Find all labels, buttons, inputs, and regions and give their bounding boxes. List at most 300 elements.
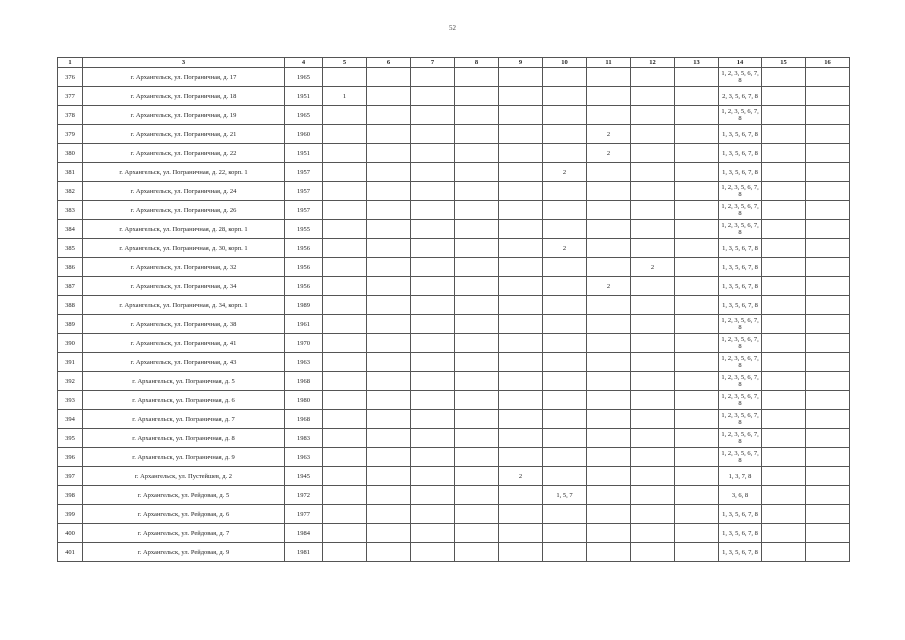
row-number: 400 (58, 524, 83, 543)
row-number: 382 (58, 182, 83, 201)
value-cell (675, 543, 719, 562)
year-cell: 1956 (285, 258, 323, 277)
value-cell (323, 410, 367, 429)
value-cell (543, 182, 587, 201)
year-cell: 1968 (285, 410, 323, 429)
value-cell (455, 486, 499, 505)
year-cell: 1980 (285, 391, 323, 410)
value-cell (631, 391, 675, 410)
address-cell: г. Архангельск, ул. Пограничная, д. 32 (83, 258, 285, 277)
value-cell (543, 220, 587, 239)
value-cell (675, 163, 719, 182)
value-cell (543, 258, 587, 277)
value-cell (455, 125, 499, 144)
value-cell (762, 486, 806, 505)
value-cell (323, 467, 367, 486)
value-cell (631, 372, 675, 391)
value-cell (499, 239, 543, 258)
value-cell: 1, 2, 3, 5, 6, 7, 8 (719, 391, 762, 410)
value-cell (806, 486, 850, 505)
value-cell (367, 448, 411, 467)
value-cell: 1, 3, 5, 6, 7, 8 (719, 144, 762, 163)
value-cell (411, 448, 455, 467)
value-cell (675, 429, 719, 448)
value-cell (455, 163, 499, 182)
value-cell (323, 220, 367, 239)
value-cell (587, 543, 631, 562)
column-header: 14 (719, 58, 762, 68)
value-cell (323, 144, 367, 163)
address-cell: г. Архангельск, ул. Рейдовая, д. 9 (83, 543, 285, 562)
row-number: 378 (58, 106, 83, 125)
table-row (58, 391, 850, 410)
value-cell (323, 486, 367, 505)
value-cell: 2 (543, 239, 587, 258)
value-cell (367, 182, 411, 201)
value-cell (631, 353, 675, 372)
value-cell (675, 125, 719, 144)
row-number: 380 (58, 144, 83, 163)
value-cell (587, 524, 631, 543)
address-cell: г. Архангельск, ул. Пограничная, д. 17 (83, 68, 285, 87)
value-cell (543, 410, 587, 429)
address-cell: г. Архангельск, ул. Пограничная, д. 8 (83, 429, 285, 448)
value-cell (806, 505, 850, 524)
value-cell (455, 258, 499, 277)
value-cell (367, 391, 411, 410)
value-cell (367, 258, 411, 277)
value-cell (323, 277, 367, 296)
value-cell (806, 144, 850, 163)
value-cell (455, 87, 499, 106)
value-cell (499, 372, 543, 391)
value-cell: 1, 2, 3, 5, 6, 7, 8 (719, 182, 762, 201)
value-cell (323, 68, 367, 87)
value-cell (587, 163, 631, 182)
value-cell (543, 201, 587, 220)
table-row (58, 239, 850, 258)
value-cell (323, 106, 367, 125)
value-cell (675, 106, 719, 125)
address-cell: г. Архангельск, ул. Пограничная, д. 30, корп. 1 (83, 239, 285, 258)
value-cell (367, 87, 411, 106)
address-cell: г. Архангельск, ул. Пустейшев, д. 2 (83, 467, 285, 486)
value-cell (762, 144, 806, 163)
value-cell (455, 543, 499, 562)
value-cell (806, 353, 850, 372)
value-cell (631, 163, 675, 182)
column-header: 10 (543, 58, 587, 68)
value-cell (631, 524, 675, 543)
value-cell: 2 (631, 258, 675, 277)
value-cell (411, 486, 455, 505)
value-cell (806, 391, 850, 410)
value-cell (806, 467, 850, 486)
value-cell (543, 68, 587, 87)
value-cell (587, 87, 631, 106)
value-cell (587, 486, 631, 505)
value-cell (499, 486, 543, 505)
table-row (58, 505, 850, 524)
value-cell (455, 144, 499, 163)
value-cell (323, 315, 367, 334)
value-cell (806, 201, 850, 220)
value-cell (675, 448, 719, 467)
value-cell (762, 448, 806, 467)
value-cell (543, 87, 587, 106)
value-cell (455, 68, 499, 87)
value-cell (455, 315, 499, 334)
value-cell (631, 182, 675, 201)
table-row (58, 296, 850, 315)
value-cell (675, 239, 719, 258)
value-cell (762, 429, 806, 448)
value-cell (411, 68, 455, 87)
row-number: 396 (58, 448, 83, 467)
value-cell: 1, 3, 5, 6, 7, 8 (719, 277, 762, 296)
year-cell: 1957 (285, 201, 323, 220)
table-row (58, 125, 850, 144)
value-cell (411, 429, 455, 448)
value-cell (762, 277, 806, 296)
value-cell (499, 429, 543, 448)
value-cell (762, 106, 806, 125)
value-cell (455, 448, 499, 467)
address-cell: г. Архангельск, ул. Пограничная, д. 24 (83, 182, 285, 201)
value-cell (455, 277, 499, 296)
value-cell (323, 239, 367, 258)
value-cell (543, 334, 587, 353)
value-cell (367, 524, 411, 543)
row-number: 387 (58, 277, 83, 296)
value-cell (631, 125, 675, 144)
year-cell: 1977 (285, 505, 323, 524)
value-cell (323, 182, 367, 201)
value-cell (367, 543, 411, 562)
year-cell: 1984 (285, 524, 323, 543)
value-cell (367, 201, 411, 220)
address-cell: г. Архангельск, ул. Пограничная, д. 41 (83, 334, 285, 353)
value-cell: 1, 2, 3, 5, 6, 7, 8 (719, 68, 762, 87)
value-cell (411, 163, 455, 182)
value-cell (367, 296, 411, 315)
value-cell (543, 429, 587, 448)
value-cell (367, 277, 411, 296)
year-cell: 1957 (285, 182, 323, 201)
value-cell (499, 505, 543, 524)
value-cell (806, 334, 850, 353)
value-cell (367, 144, 411, 163)
row-number: 394 (58, 410, 83, 429)
row-number: 383 (58, 201, 83, 220)
year-cell: 1963 (285, 448, 323, 467)
address-cell: г. Архангельск, ул. Пограничная, д. 21 (83, 125, 285, 144)
value-cell (806, 524, 850, 543)
value-cell (367, 505, 411, 524)
row-number: 381 (58, 163, 83, 182)
address-cell: г. Архангельск, ул. Пограничная, д. 18 (83, 87, 285, 106)
value-cell (762, 258, 806, 277)
value-cell (806, 543, 850, 562)
value-cell (806, 258, 850, 277)
table-row (58, 201, 850, 220)
value-cell (762, 125, 806, 144)
value-cell: 1, 2, 3, 5, 6, 7, 8 (719, 429, 762, 448)
value-cell (806, 163, 850, 182)
value-cell (675, 486, 719, 505)
column-header: 3 (83, 58, 285, 68)
value-cell (587, 220, 631, 239)
table-row (58, 429, 850, 448)
value-cell (499, 68, 543, 87)
value-cell (367, 163, 411, 182)
value-cell (631, 505, 675, 524)
table-row (58, 258, 850, 277)
value-cell (806, 429, 850, 448)
value-cell (455, 372, 499, 391)
value-cell (323, 163, 367, 182)
value-cell (631, 144, 675, 163)
value-cell (587, 68, 631, 87)
value-cell (455, 220, 499, 239)
value-cell (455, 182, 499, 201)
column-header: 4 (285, 58, 323, 68)
year-cell: 1983 (285, 429, 323, 448)
value-cell (675, 505, 719, 524)
value-cell (323, 543, 367, 562)
column-header: 1 (58, 58, 83, 68)
value-cell (411, 372, 455, 391)
value-cell (806, 182, 850, 201)
value-cell: 1, 2, 3, 5, 6, 7, 8 (719, 448, 762, 467)
value-cell (675, 258, 719, 277)
value-cell (762, 524, 806, 543)
value-cell (631, 201, 675, 220)
table-row (58, 543, 850, 562)
header-row (58, 58, 850, 68)
value-cell (587, 505, 631, 524)
value-cell (543, 372, 587, 391)
value-cell (323, 334, 367, 353)
value-cell (631, 429, 675, 448)
value-cell (631, 296, 675, 315)
value-cell (543, 391, 587, 410)
address-cell: г. Архангельск, ул. Рейдовая, д. 7 (83, 524, 285, 543)
value-cell: 1, 3, 5, 6, 7, 8 (719, 125, 762, 144)
value-cell: 2 (587, 144, 631, 163)
row-number: 379 (58, 125, 83, 144)
year-cell: 1951 (285, 87, 323, 106)
address-cell: г. Архангельск, ул. Пограничная, д. 19 (83, 106, 285, 125)
value-cell (631, 106, 675, 125)
column-header: 9 (499, 58, 543, 68)
table-row (58, 315, 850, 334)
value-cell (455, 201, 499, 220)
value-cell (411, 277, 455, 296)
value-cell (367, 68, 411, 87)
address-cell: г. Архангельск, ул. Пограничная, д. 5 (83, 372, 285, 391)
value-cell (762, 353, 806, 372)
table-row (58, 163, 850, 182)
table-row (58, 372, 850, 391)
value-cell: 1, 3, 5, 6, 7, 8 (719, 163, 762, 182)
row-number: 401 (58, 543, 83, 562)
value-cell (675, 87, 719, 106)
row-number: 399 (58, 505, 83, 524)
address-cell: г. Архангельск, ул. Пограничная, д. 28, корп. 1 (83, 220, 285, 239)
value-cell (587, 391, 631, 410)
value-cell (455, 296, 499, 315)
table-row (58, 353, 850, 372)
row-number: 391 (58, 353, 83, 372)
value-cell (587, 410, 631, 429)
year-cell: 1955 (285, 220, 323, 239)
value-cell (762, 296, 806, 315)
value-cell (499, 201, 543, 220)
value-cell: 1, 3, 5, 6, 7, 8 (719, 239, 762, 258)
row-number: 393 (58, 391, 83, 410)
value-cell (806, 372, 850, 391)
row-number: 385 (58, 239, 83, 258)
table-row (58, 486, 850, 505)
year-cell: 1960 (285, 125, 323, 144)
value-cell (499, 391, 543, 410)
column-header: 5 (323, 58, 367, 68)
table-row (58, 106, 850, 125)
value-cell (455, 106, 499, 125)
year-cell: 1970 (285, 334, 323, 353)
value-cell (631, 87, 675, 106)
value-cell (675, 277, 719, 296)
value-cell (411, 391, 455, 410)
value-cell: 1, 3, 5, 6, 7, 8 (719, 505, 762, 524)
row-number: 376 (58, 68, 83, 87)
table-row (58, 182, 850, 201)
year-cell: 1956 (285, 239, 323, 258)
value-cell (675, 410, 719, 429)
value-cell (411, 106, 455, 125)
value-cell (762, 467, 806, 486)
value-cell (367, 106, 411, 125)
value-cell (675, 201, 719, 220)
value-cell (499, 87, 543, 106)
value-cell (499, 277, 543, 296)
value-cell (806, 296, 850, 315)
table-row (58, 448, 850, 467)
value-cell (631, 315, 675, 334)
value-cell (587, 182, 631, 201)
year-cell: 1963 (285, 353, 323, 372)
value-cell: 1, 2, 3, 5, 6, 7, 8 (719, 353, 762, 372)
value-cell (323, 391, 367, 410)
address-cell: г. Архангельск, ул. Пограничная, д. 6 (83, 391, 285, 410)
value-cell (455, 505, 499, 524)
address-cell: г. Архангельск, ул. Пограничная, д. 9 (83, 448, 285, 467)
value-cell (762, 410, 806, 429)
value-cell (543, 315, 587, 334)
value-cell (323, 296, 367, 315)
value-cell (806, 410, 850, 429)
column-header: 11 (587, 58, 631, 68)
value-cell (762, 220, 806, 239)
address-cell: г. Архангельск, ул. Пограничная, д. 26 (83, 201, 285, 220)
value-cell (499, 543, 543, 562)
table-row (58, 467, 850, 486)
address-cell: г. Архангельск, ул. Пограничная, д. 34 (83, 277, 285, 296)
value-cell (806, 277, 850, 296)
value-cell (587, 429, 631, 448)
value-cell (587, 106, 631, 125)
page-number: 52 (449, 24, 456, 32)
value-cell (543, 277, 587, 296)
year-cell: 1989 (285, 296, 323, 315)
value-cell (367, 372, 411, 391)
value-cell: 1, 2, 3, 5, 6, 7, 8 (719, 220, 762, 239)
value-cell (411, 467, 455, 486)
value-cell (587, 467, 631, 486)
value-cell (367, 467, 411, 486)
value-cell: 1, 3, 7, 8 (719, 467, 762, 486)
value-cell (367, 353, 411, 372)
row-number: 386 (58, 258, 83, 277)
value-cell (806, 315, 850, 334)
value-cell (455, 391, 499, 410)
value-cell (587, 334, 631, 353)
value-cell (411, 87, 455, 106)
value-cell (762, 201, 806, 220)
value-cell (455, 524, 499, 543)
value-cell (587, 315, 631, 334)
value-cell (762, 68, 806, 87)
year-cell: 1956 (285, 277, 323, 296)
year-cell: 1951 (285, 144, 323, 163)
column-header: 12 (631, 58, 675, 68)
value-cell (806, 87, 850, 106)
value-cell: 1, 3, 5, 6, 7, 8 (719, 258, 762, 277)
value-cell (806, 68, 850, 87)
value-cell (675, 353, 719, 372)
value-cell (762, 239, 806, 258)
value-cell (675, 524, 719, 543)
value-cell: 3, 6, 8 (719, 486, 762, 505)
value-cell (762, 182, 806, 201)
value-cell (499, 125, 543, 144)
row-number: 389 (58, 315, 83, 334)
value-cell (587, 296, 631, 315)
value-cell (543, 524, 587, 543)
value-cell: 1, 2, 3, 5, 6, 7, 8 (719, 201, 762, 220)
value-cell (543, 296, 587, 315)
value-cell (411, 182, 455, 201)
value-cell (323, 448, 367, 467)
value-cell (543, 144, 587, 163)
value-cell (499, 144, 543, 163)
value-cell (323, 258, 367, 277)
value-cell (499, 182, 543, 201)
value-cell (806, 106, 850, 125)
value-cell (323, 353, 367, 372)
value-cell (762, 87, 806, 106)
value-cell (367, 125, 411, 144)
value-cell (675, 296, 719, 315)
row-number: 384 (58, 220, 83, 239)
value-cell (631, 467, 675, 486)
value-cell (806, 239, 850, 258)
column-header: 7 (411, 58, 455, 68)
value-cell (455, 353, 499, 372)
value-cell (675, 391, 719, 410)
value-cell (499, 448, 543, 467)
